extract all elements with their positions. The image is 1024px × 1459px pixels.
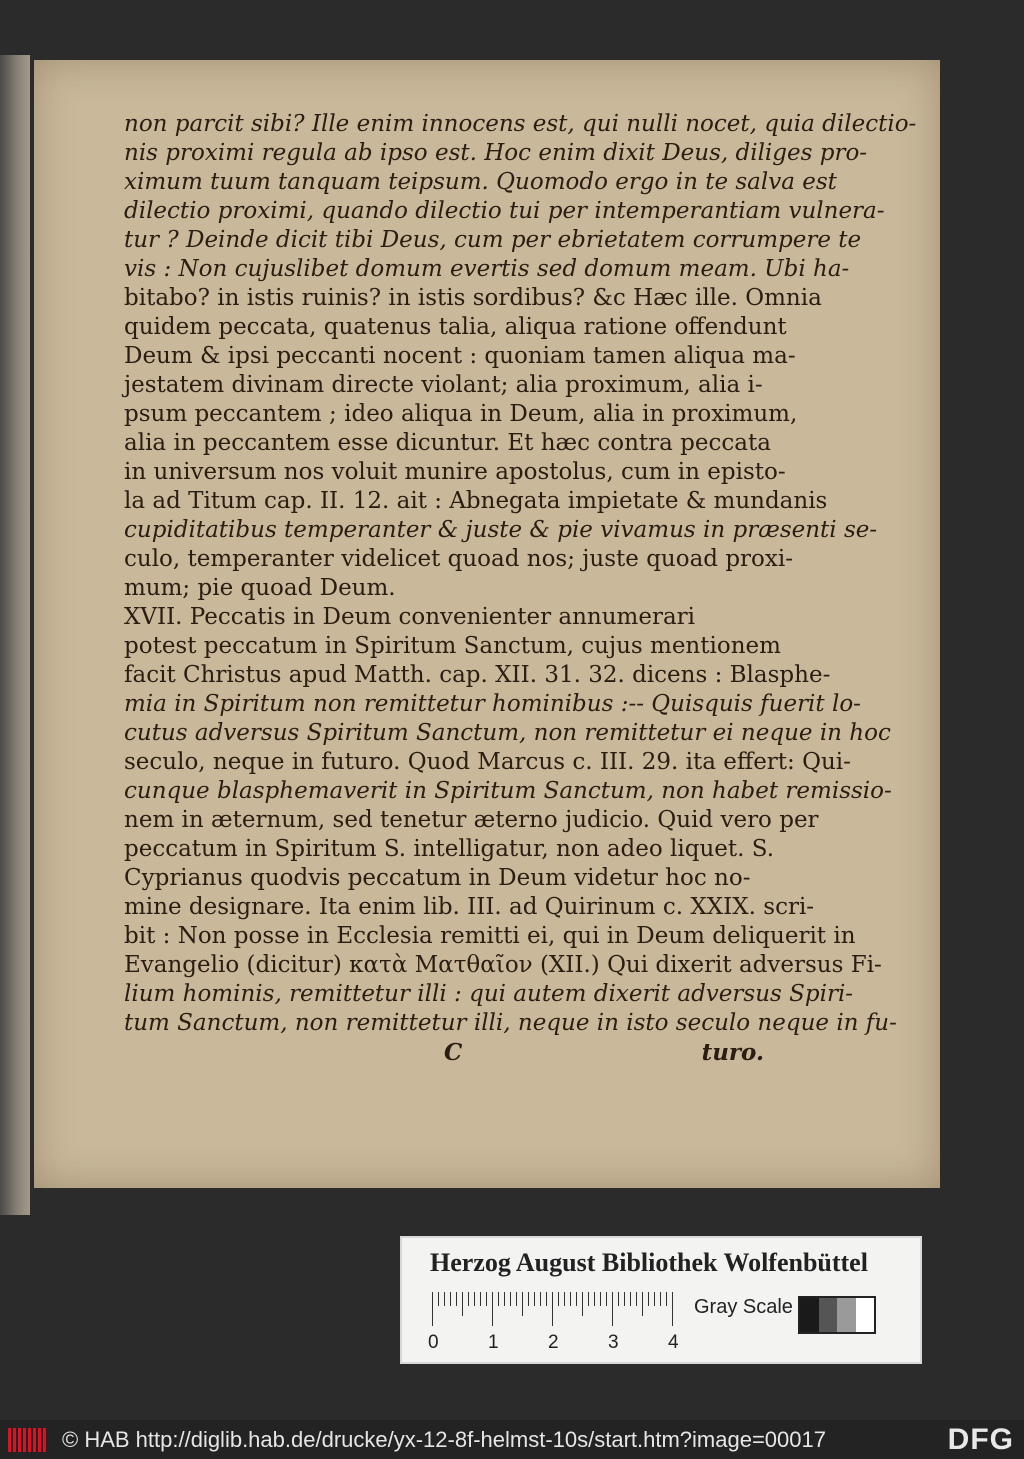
ruler-tick — [468, 1292, 469, 1306]
ruler-tick — [672, 1292, 673, 1326]
gray-scale-label: Gray Scale — [694, 1296, 793, 1318]
ruler-tick — [600, 1292, 601, 1306]
ruler-tick — [492, 1292, 493, 1326]
ruler-tick — [612, 1292, 613, 1326]
ruler-tick — [660, 1292, 661, 1306]
ruler-tick — [474, 1292, 475, 1306]
catchword: turo. — [701, 1039, 764, 1066]
ruler-number: 0 — [428, 1332, 439, 1353]
text-line: culo, temperanter videlicet quoad nos; juste quoad proxi- — [124, 546, 793, 572]
ruler-tick — [510, 1292, 511, 1306]
text-line: peccatum in Spiritum S. intelligatur, non adeo liquet. S. — [124, 836, 775, 862]
text-line: dilectio proximi, quando dilectio tui per intemperantiam vulnera- — [124, 198, 885, 224]
text-line: Evangelio (dicitur) κατὰ Ματθαῖον (XII.) Qui dixerit adversus Fi- — [124, 952, 882, 978]
ruler-tick — [432, 1292, 433, 1326]
ruler-tick — [576, 1292, 577, 1306]
ruler-number: 1 — [488, 1332, 499, 1353]
ruler-tick — [588, 1292, 589, 1306]
text-lines — [124, 110, 917, 1038]
gray-swatch — [819, 1298, 838, 1332]
ruler-tick — [444, 1292, 445, 1306]
ruler-tick — [624, 1292, 625, 1306]
ruler-tick — [528, 1292, 529, 1306]
text-line: vis : Non cujuslibet domum evertis sed domum meam. Ubi ha- — [124, 256, 850, 282]
text-line: facit Christus apud Matth. cap. XII. 31. 32. dicens : Blasphe- — [124, 662, 831, 688]
text-block — [124, 110, 917, 1068]
ruler-tick — [546, 1292, 547, 1306]
ruler-number: 3 — [608, 1332, 619, 1353]
document-page — [34, 60, 940, 1188]
text-line: XVII. Peccatis in Deum convenienter annumerari — [124, 604, 696, 630]
gray-scale-swatch — [798, 1296, 876, 1334]
text-line: ximum tuum tanquam teipsum. Quomodo ergo in te salva est — [124, 169, 837, 195]
text-line: tum Sanctum, non remittetur illi, neque in isto seculo neque in fu- — [124, 1010, 897, 1036]
text-line: lium hominis, remittetur illi : qui autem dixerit adversus Spiri- — [124, 981, 854, 1007]
ruler-tick — [564, 1292, 565, 1306]
text-line: in universum nos voluit munire apostolus, cum in episto- — [124, 459, 786, 485]
text-line: tur ? Deinde dicit tibi Deus, cum per ebrietatem corrumpere te — [124, 227, 862, 253]
ruler-tick — [648, 1292, 649, 1306]
text-line: nis proximi regula ab ipso est. Hoc enim dixit Deus, diliges pro- — [124, 140, 868, 166]
page-footer — [124, 1038, 764, 1068]
ruler-tick — [552, 1292, 553, 1326]
text-line: Deum & ipsi peccanti nocent : quoniam tamen aliqua ma- — [124, 343, 796, 369]
library-title: Herzog August Bibliothek Wolfenbüttel — [430, 1248, 868, 1277]
barcode-icon — [8, 1428, 48, 1452]
ruler-tick — [582, 1292, 583, 1316]
ruler-tick — [654, 1292, 655, 1306]
ruler-tick — [438, 1292, 439, 1306]
text-line: mine designare. Ita enim lib. III. ad Quirinum c. XXIX. scri- — [124, 894, 815, 920]
gray-swatch — [837, 1298, 856, 1332]
text-line: seculo, neque in futuro. Quod Marcus c. III. 29. ita effert: Qui- — [124, 749, 851, 775]
ruler-number: 2 — [548, 1332, 559, 1353]
ruler-tick — [558, 1292, 559, 1306]
ruler-tick — [570, 1292, 571, 1306]
ruler-tick — [618, 1292, 619, 1306]
ruler-tick — [540, 1292, 541, 1306]
measurement-ruler — [432, 1292, 684, 1330]
text-line: non parcit sibi? Ille enim innocens est, qui nulli nocet, quia dilectio- — [124, 111, 917, 137]
text-line: psum peccantem ; ideo aliqua in Deum, alia in proximum, — [124, 401, 798, 427]
ruler-tick — [534, 1292, 535, 1306]
text-line: cunque blasphemaverit in Spiritum Sanctum, non habet remissio- — [124, 778, 892, 804]
source-url-text[interactable]: © HAB http://diglib.hab.de/drucke/yx-12-8f-helmst-10s/start.htm?image=00017 — [62, 1427, 826, 1452]
text-line: bitabo? in istis ruinis? in istis sordibus? &c Hæc ille. Omnia — [124, 285, 822, 311]
text-line: potest peccatum in Spiritum Sanctum, cujus mentionem — [124, 633, 781, 659]
left-page-edge — [0, 55, 30, 1215]
text-line: jestatem divinam directe violant; alia proximum, alia i- — [124, 372, 763, 398]
text-line: mum; pie quoad Deum. — [124, 575, 396, 601]
text-line: la ad Titum cap. II. 12. ait : Abnegata impietate & mundanis — [124, 488, 828, 514]
dfg-logo: DFG — [947, 1423, 1014, 1456]
text-line: alia in peccantem esse dicuntur. Et hæc contra peccata — [124, 430, 771, 456]
ruler-tick — [504, 1292, 505, 1306]
ruler-tick — [456, 1292, 457, 1306]
text-line: mia in Spiritum non remittetur hominibus :-- Quisquis fuerit lo- — [124, 691, 861, 717]
ruler-tick — [498, 1292, 499, 1306]
ruler-tick — [516, 1292, 517, 1306]
ruler-tick — [642, 1292, 643, 1316]
text-line: Cyprianus quodvis peccatum in Deum videtur hoc no- — [124, 865, 751, 891]
gray-swatch — [856, 1298, 875, 1332]
ruler-tick — [636, 1292, 637, 1306]
ruler-tick — [594, 1292, 595, 1306]
text-line: nem in æternum, sed tenetur æterno judicio. Quid vero per — [124, 807, 819, 833]
ruler-tick — [450, 1292, 451, 1306]
library-label-card — [400, 1236, 922, 1364]
ruler-tick — [486, 1292, 487, 1306]
ruler-tick — [522, 1292, 523, 1316]
text-line: cutus adversus Spiritum Sanctum, non remittetur ei neque in hoc — [124, 720, 891, 746]
ruler-number: 4 — [668, 1332, 679, 1353]
ruler-tick — [630, 1292, 631, 1306]
ruler-tick — [462, 1292, 463, 1316]
signature-mark: C — [444, 1039, 463, 1066]
text-line: quidem peccata, quatenus talia, aliqua ratione offendunt — [124, 314, 787, 340]
ruler-tick — [606, 1292, 607, 1306]
ruler-tick — [666, 1292, 667, 1306]
ruler-tick — [480, 1292, 481, 1306]
status-bar — [0, 1420, 1024, 1459]
text-line: cupiditatibus temperanter & juste & pie vivamus in præsenti se- — [124, 517, 878, 543]
text-line: bit : Non posse in Ecclesia remitti ei, qui in Deum deliquerit in — [124, 923, 856, 949]
gray-swatch — [800, 1298, 819, 1332]
